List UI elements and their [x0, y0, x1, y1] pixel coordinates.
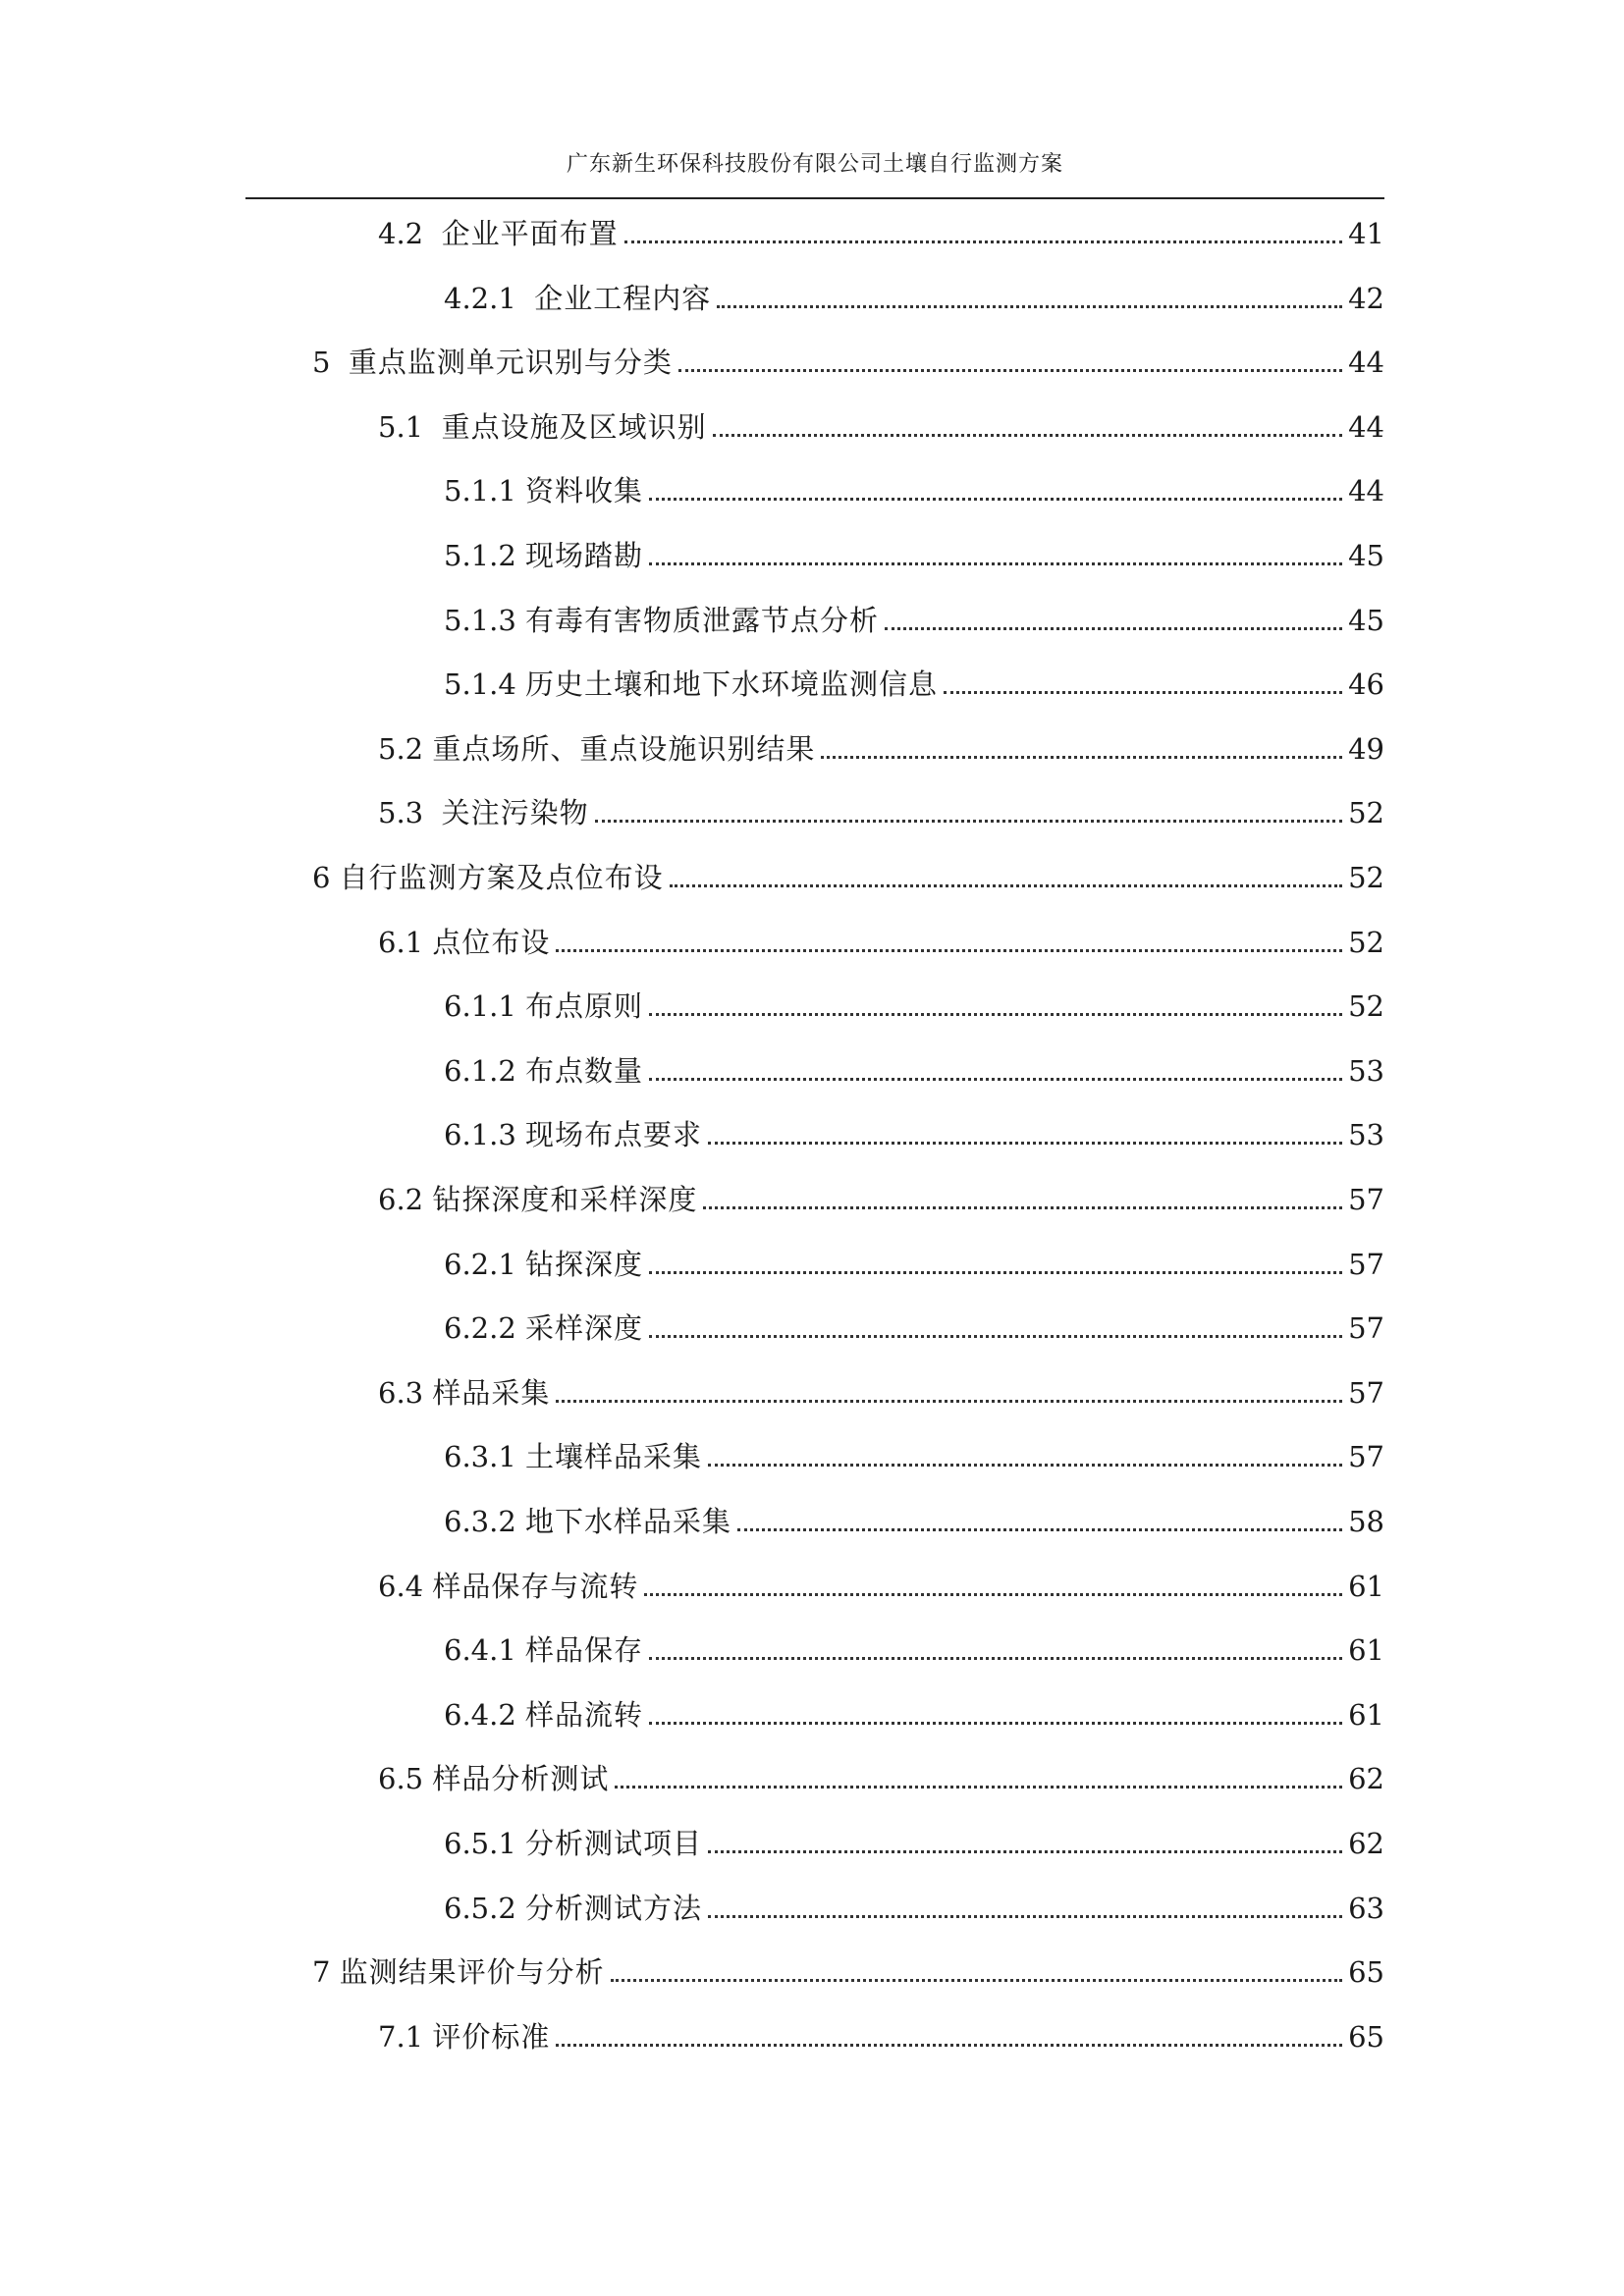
- toc-dot-leader: [595, 820, 1343, 823]
- toc-dot-leader: [821, 756, 1342, 759]
- toc-entry[interactable]: [378, 407, 1384, 447]
- toc-entry[interactable]: [378, 214, 1384, 253]
- toc-entry[interactable]: [444, 987, 1384, 1026]
- toc-entry-title: 布点原则: [525, 989, 644, 1023]
- toc-dot-leader: [649, 1657, 1342, 1660]
- toc-entry-title: 分析测试方法: [525, 1892, 703, 1925]
- toc-entry[interactable]: [378, 923, 1384, 962]
- toc-dot-leader: [649, 1335, 1342, 1338]
- toc-entry-number: 6.1.1: [444, 989, 526, 1023]
- toc-dot-leader: [670, 884, 1342, 887]
- toc-entry-title: 点位布设: [432, 926, 551, 959]
- toc-entry-title: 样品采集: [432, 1376, 551, 1410]
- toc-entry[interactable]: [378, 1373, 1384, 1413]
- toc-entry[interactable]: [444, 1437, 1384, 1476]
- toc-dot-leader: [678, 369, 1342, 372]
- toc-entry[interactable]: [312, 1952, 1384, 1992]
- toc-entry-number: 6: [312, 861, 340, 894]
- toc-dot-leader: [556, 1400, 1342, 1403]
- toc-entry-page: 42: [1348, 282, 1384, 315]
- toc-dot-leader: [944, 691, 1342, 694]
- toc-entry-number: 6.5.1: [444, 1827, 526, 1860]
- toc-entry-page: 45: [1348, 539, 1384, 572]
- toc-entry-page: 53: [1348, 1118, 1384, 1151]
- toc-dot-leader: [703, 1206, 1342, 1209]
- toc-entry-page: 57: [1348, 1311, 1384, 1345]
- toc-entry-page: 52: [1348, 861, 1384, 894]
- toc-entry-page: 41: [1348, 217, 1384, 250]
- toc-entry[interactable]: [444, 536, 1384, 575]
- toc-entry-page: 52: [1348, 796, 1384, 829]
- toc-dot-leader: [611, 1979, 1342, 1982]
- toc-dot-leader: [737, 1528, 1342, 1531]
- toc-entry-number: 5.1: [378, 410, 442, 444]
- toc-entry-number: 5.1.4: [444, 667, 526, 701]
- toc-entry-title: 样品保存: [525, 1633, 644, 1667]
- toc-entry-number: 5.1.1: [444, 474, 526, 507]
- toc-dot-leader: [649, 562, 1342, 565]
- page-header: 广东新生环保科技股份有限公司土壤自行监测方案: [566, 152, 1063, 177]
- toc-entry[interactable]: [444, 1051, 1384, 1091]
- toc-entry-page: 61: [1348, 1698, 1384, 1732]
- toc-dot-leader: [649, 1271, 1342, 1274]
- toc-entry-page: 52: [1348, 926, 1384, 959]
- toc-entry[interactable]: [444, 601, 1384, 640]
- toc-entry-title: 自行监测方案及点位布设: [339, 861, 664, 894]
- toc-entry-page: 45: [1348, 604, 1384, 637]
- toc-entry[interactable]: [378, 1567, 1384, 1606]
- toc-entry-number: 6.2.1: [444, 1248, 526, 1281]
- toc-entry-number: 6.3.2: [444, 1505, 526, 1538]
- toc-dot-leader: [708, 1464, 1342, 1467]
- toc-entry-number: 5.1.2: [444, 539, 526, 572]
- toc-entry-page: 57: [1348, 1248, 1384, 1281]
- toc-entry[interactable]: [444, 1630, 1384, 1670]
- toc-entry-number: 6.3: [378, 1376, 433, 1410]
- toc-entry-title: 企业平面布置: [441, 217, 619, 250]
- toc-entry-page: 44: [1348, 410, 1384, 444]
- toc-entry-title: 土壤样品采集: [525, 1440, 703, 1473]
- toc-entry-number: 6.4.1: [444, 1633, 526, 1667]
- toc-entry-title: 采样深度: [525, 1311, 644, 1345]
- toc-entry-page: 52: [1348, 989, 1384, 1023]
- toc-dot-leader: [615, 1786, 1342, 1789]
- toc-entry[interactable]: [312, 858, 1384, 897]
- toc-entry-number: 4.2: [378, 217, 442, 250]
- toc-entry-number: 6.2.2: [444, 1311, 526, 1345]
- toc-entry-number: 7: [312, 1955, 340, 1989]
- toc-entry[interactable]: [444, 471, 1384, 510]
- toc-entry[interactable]: [378, 793, 1384, 832]
- toc-entry-title: 布点数量: [525, 1054, 644, 1088]
- toc-entry-title: 重点监测单元识别与分类: [348, 346, 673, 379]
- toc-entry-page: 57: [1348, 1183, 1384, 1216]
- toc-dot-leader: [649, 1078, 1342, 1081]
- toc-entry-title: 现场布点要求: [525, 1118, 703, 1151]
- toc-entry-number: 6.3.1: [444, 1440, 526, 1473]
- toc-entry-page: 53: [1348, 1054, 1384, 1088]
- toc-entry-title: 监测结果评价与分析: [339, 1955, 605, 1989]
- toc-entry-page: 49: [1348, 732, 1384, 766]
- toc-entry-page: 44: [1348, 474, 1384, 507]
- toc-entry-page: 57: [1348, 1440, 1384, 1473]
- toc-entry-page: 62: [1348, 1827, 1384, 1860]
- toc-entry-number: 6.1.2: [444, 1054, 526, 1088]
- toc-entry[interactable]: [378, 1759, 1384, 1798]
- toc-entry-number: 5.3: [378, 796, 442, 829]
- toc-entry-number: 6.4: [378, 1570, 433, 1603]
- toc-entry-title: 历史土壤和地下水环境监测信息: [525, 667, 939, 701]
- toc-entry[interactable]: [444, 1824, 1384, 1863]
- toc-entry-page: 63: [1348, 1892, 1384, 1925]
- toc-entry-number: 6.4.2: [444, 1698, 526, 1732]
- toc-dot-leader: [717, 305, 1342, 308]
- toc-dot-leader: [708, 1142, 1342, 1145]
- toc-dot-leader: [644, 1593, 1342, 1596]
- toc-entry-title: 资料收集: [525, 474, 644, 507]
- toc-dot-leader: [556, 2044, 1342, 2047]
- toc-entry-page: 62: [1348, 1762, 1384, 1795]
- toc-entry[interactable]: [378, 729, 1384, 769]
- toc-entry-number: 7.1: [378, 2020, 433, 2054]
- toc-entry-title: 分析测试项目: [525, 1827, 703, 1860]
- toc-entry-page: 44: [1348, 346, 1384, 379]
- toc-entry-number: 5: [312, 346, 349, 379]
- toc-entry-title: 地下水样品采集: [525, 1505, 732, 1538]
- toc-entry-number: 4.2.1: [444, 282, 535, 315]
- toc-entry-page: 65: [1348, 2020, 1384, 2054]
- toc-entry[interactable]: [378, 2017, 1384, 2056]
- toc-entry-title: 企业工程内容: [534, 282, 712, 315]
- toc-entry[interactable]: [444, 1308, 1384, 1348]
- toc-entry[interactable]: [378, 1180, 1384, 1219]
- toc-entry[interactable]: [444, 665, 1384, 704]
- toc-entry-title: 现场踏勘: [525, 539, 644, 572]
- toc-entry-title: 样品分析测试: [432, 1762, 610, 1795]
- toc-entry-number: 6.1: [378, 926, 433, 959]
- toc-entry[interactable]: [444, 1695, 1384, 1735]
- toc-dot-leader: [649, 498, 1342, 501]
- toc-entry-title: 样品流转: [525, 1698, 644, 1732]
- toc-entry-number: 6.2: [378, 1183, 433, 1216]
- toc-entry[interactable]: [444, 1115, 1384, 1154]
- toc-entry[interactable]: [444, 279, 1384, 318]
- toc-entry-title: 钻探深度: [525, 1248, 644, 1281]
- toc-dot-leader: [624, 240, 1343, 243]
- toc-entry-title: 有毒有害物质泄露节点分析: [525, 604, 880, 637]
- toc-dot-leader: [649, 1722, 1342, 1725]
- toc-entry-title: 评价标准: [432, 2020, 551, 2054]
- toc-entry-number: 6.1.3: [444, 1118, 526, 1151]
- toc-entry-title: 钻探深度和采样深度: [432, 1183, 698, 1216]
- toc-entry-page: 46: [1348, 667, 1384, 701]
- toc-dot-leader: [649, 1013, 1342, 1016]
- toc-entry-title: 重点场所、重点设施识别结果: [432, 732, 816, 766]
- toc-entry-title: 关注污染物: [441, 796, 589, 829]
- toc-dot-leader: [713, 434, 1343, 437]
- toc-dot-leader: [708, 1915, 1342, 1918]
- toc-entry-page: 65: [1348, 1955, 1384, 1989]
- toc-entry-page: 57: [1348, 1376, 1384, 1410]
- toc-entry[interactable]: [444, 1889, 1384, 1928]
- toc-entry-number: 6.5.2: [444, 1892, 526, 1925]
- toc-entry-page: 61: [1348, 1570, 1384, 1603]
- toc-entry-title: 重点设施及区域识别: [441, 410, 707, 444]
- toc-entry-title: 样品保存与流转: [432, 1570, 639, 1603]
- toc-dot-leader: [708, 1850, 1342, 1853]
- toc-entry-number: 5.1.3: [444, 604, 526, 637]
- toc-entry[interactable]: [312, 343, 1384, 382]
- toc-entry-number: 5.2: [378, 732, 433, 766]
- toc-entry-page: 61: [1348, 1633, 1384, 1667]
- toc-dot-leader: [556, 949, 1342, 952]
- toc-entry-page: 58: [1348, 1505, 1384, 1538]
- toc-entry[interactable]: [444, 1245, 1384, 1284]
- toc-dot-leader: [885, 627, 1342, 630]
- toc-entry-number: 6.5: [378, 1762, 433, 1795]
- toc-entry[interactable]: [444, 1502, 1384, 1541]
